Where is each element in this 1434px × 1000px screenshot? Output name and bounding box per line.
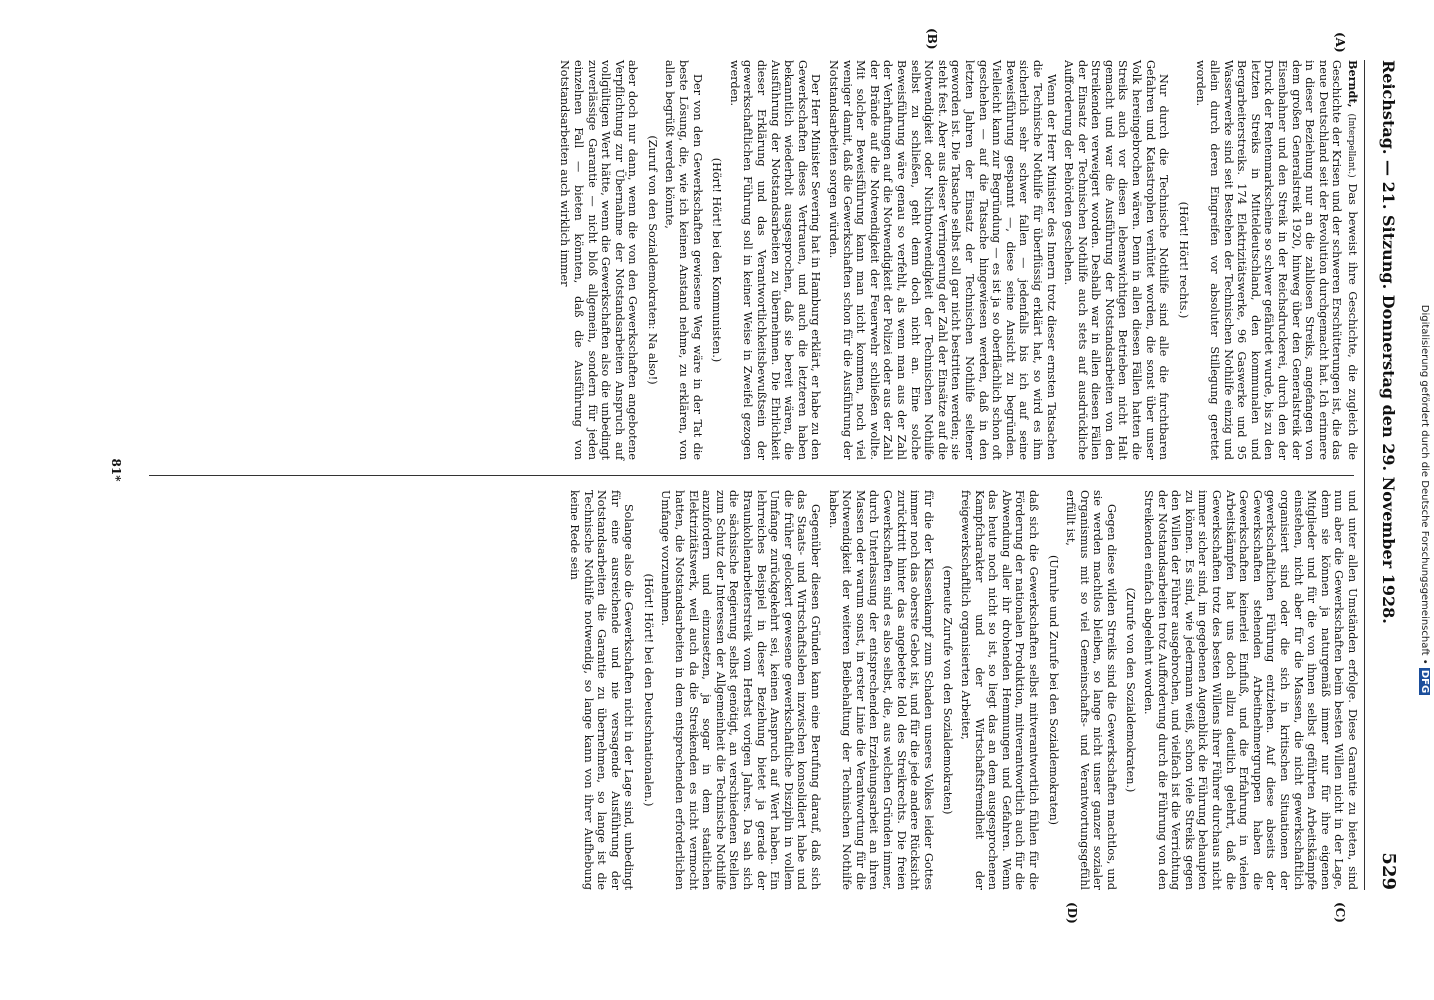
paragraph bbox=[727, 60, 822, 460]
scanned-page bbox=[89, 20, 1409, 924]
page-number: 529 bbox=[1378, 852, 1399, 890]
paragraph bbox=[1064, 490, 1118, 890]
paragraph bbox=[826, 60, 1057, 460]
paragraph bbox=[558, 60, 640, 460]
interjection bbox=[1176, 60, 1190, 460]
interjection bbox=[710, 60, 724, 460]
paragraph-text: Der von den Gewerkschaften gewiesene Weg wäre in der Tat die beste Lösung, die, wie ich keinen Anstand nehme, zu erklären, von allen begrüßt werden könnte, bbox=[663, 60, 704, 460]
interjection-text: (Hört! Hört! rechts.) bbox=[1176, 201, 1190, 319]
paragraph-text: für die der Klassenkampf zum Schaden unseres Volkes leider Gottes immer noch das oberste Gebot ist, und für die jede andere Rücksicht zurücktritt hinter das angebetete Idol des Streikrechts. Die freien Gewerkschaften sind es also selbst, die, aus welchen Gründen immer, durch Unterlassung der entsprechenden Erziehungsarbeit an ihren Massen oder warum sonst, in erster Linie die Verantwortung für die Notwendigkeit der weiteren Beibehaltung der Technischen Nothilfe haben. bbox=[826, 490, 935, 890]
paragraph bbox=[663, 60, 704, 460]
paragraph bbox=[659, 490, 822, 890]
paragraph-text: daß sich die Gewerkschaften selbst mitverantwortlich fühlen für die Förderung der nationalen Produktion, mitverantwortlich auch für die Abwendung aller ihr drohenden Hemmungen und Gefahren. Wenn das heute noch nicht so ist, so liegt das an dem ausgesprochenen Kampfcharakter und der Wirtschaftsfremdheit der freigewerkschaftlich organisierten Arbeiter, bbox=[958, 490, 1040, 890]
paragraph bbox=[567, 490, 635, 890]
paragraph-text: und unter allen Umständen erfolge. Diese Garantie zu bieten, sind nun aber die Gewerkschaften beim besten Willen nicht in der Lage, denn sie können ja naturgemäß immer nur für ihre eigenen Mitglieder und für die von ihnen selbst geführten Arbeitskämpfe einstehen, nicht aber für die Massen, die nicht gewerkschaftlich organisiert sind oder die sich in kritischen Situationen der gewerkschaftlichen Führung entziehen. Auf diese abseits der Gewerkschaften stehenden Arbeitnehmergruppen haben die Gewerkschaften keinerlei Einfluß, und die Erfahrung in vielen Arbeitskämpfen hat uns doch allzu deutlich gelehrt, daß die Gewerkschaften trotz des besten Willens ihrer Führer durchaus nicht immer sicher sind, im gegebenen Augenblick die Führung behaupten zu können. Es sind, wie jedermann weiß, schon viele Streiks gegen den Willen der Führer ausgebrochen, und vielfach ist die Verrichtung der Notstandsarbeiten trotz Aufforderung durch die Führung von den Streikenden einfach abgelehnt worden. bbox=[1142, 490, 1359, 890]
interjection-text: (Zurufe von den Sozialdemokraten.) bbox=[1124, 587, 1138, 793]
interjection-text: (Zuruf von den Sozialdemokraten: Na also!) bbox=[645, 135, 659, 385]
paragraph bbox=[1062, 60, 1171, 460]
running-head: Reichstag. — 21. Sitzung. Donnerstag den 29. November 1928. bbox=[1379, 60, 1398, 624]
running-header bbox=[1364, 60, 1399, 890]
margin-mark-a: (A) bbox=[1333, 32, 1347, 53]
column-divider bbox=[149, 475, 1354, 476]
paragraph-text: Nur durch die Technische Nothilfe sind alle die furchtbaren Gefahren und Katastrophen verhütet worden, die sonst über unser Volk hereingebrochen wären. Denn in allen diesen Fällen hatten die Streiks auch vor diesen lebenswichtigen Betrieben nicht Halt gemacht und war die Ausführung der Notstandsarbeiten von den Streikenden verweigert worden. Deshalb war in allen diesen Fällen der Einsatz der Technischen Nothilfe auch stets auf ausdrückliche Aufforderung der Behörden geschehen. bbox=[1062, 60, 1171, 460]
paragraph-text: Gegen diese wilden Streiks sind die Gewerkschaften machtlos, und sie werden machtlos bleiben, so lange nicht unser ganzer sozialer Organismus mit so viel Gemeinschafts- und Verantwortungsgefühl erfüllt ist, bbox=[1064, 490, 1118, 890]
margin-mark-d: (D) bbox=[1065, 902, 1079, 924]
interjection-text: (erneute Zurufe von den Sozialdemokraten) bbox=[941, 565, 955, 815]
speaker-paragraph: Berndt, (Interpellant.) Das beweist ihre Geschichte, die zugleich die Geschichte der Krisen und der schweren Erschütterungen ist, die das neue Deutschland seit der Revolution durchgemacht hat. Ich erinnere in dieser Beziehung nur an die zahllosen Streiks, angefangen von dem großen Generalstreik 1920, hinweg über den Generalstreik der Eisenbahner und den Streik in der Reichsdruckerei, durch den der Druck der Rentenmarkscheine so schwer gefährdet wurde, bis zu den letzten Streiks in Mitteldeutschland, den kommunalen und Bergarbeiterstreiks. 174 Elektrizitätswerke, 96 Gaswerke und 95 Wasserwerke sind seit Bestehen der Technischen Nothilfe einzig und allein durch deren Eingreifen vor absoluter Stillegung gerettet worden. bbox=[1194, 60, 1360, 461]
digitization-credit bbox=[1416, 10, 1432, 990]
paragraph-text: Das beweist ihre Geschichte, die zugleich die Geschichte der Krisen und der schweren Erschütterungen ist, die das neue Deutschland seit der Revolution durchgemacht hat. Ich erinnere in dieser Beziehung nur an die zahllosen Streiks, angefangen von dem großen Generalstreik 1920, hinweg über den Generalstreik der Eisenbahner und den Streik in der Reichsdruckerei, durch den der Druck der Rentenmarkscheine so schwer gefährdet wurde, bis zu den letzten Streiks in Mitteldeutschland, den kommunalen und Bergarbeiterstreiks. 174 Elektrizitätswerke, 96 Gaswerke und 95 Wasserwerke sind seit Bestehen der Technischen Nothilfe einzig und allein durch deren Eingreifen vor absoluter Stillegung gerettet worden. bbox=[1194, 60, 1359, 461]
paragraph-text: Wenn der Herr Minister des Innern trotz dieser ernsten Tatsachen die Technische Nothilfe für überflüssig erklärt hat, so wird es ihm sicherlich sehr schwer fallen — jedenfalls bis ich auf seine Beweisführung gespannt —, diese seine Ansicht zu begründen. Vielleicht kann zur Begründung — es ist ja so oberflächlich schon oft geschehen — auf die Tatsache hingewiesen werden, daß in den letzten Jahren der Einsatz der Technischen Nothilfe seltener geworden ist. Die Tatsache selbst soll gar nicht bestritten werden; sie steht fest. Aber aus dieser Verringerung der Zahl der Einsätze auf die Notwendigkeit oder Nichtnotwendigkeit der Technischen Nothilfe selbst zu schließen, geht denn doch nicht an. Eine solche Beweisführung wäre genau so verfehlt, als wenn man aus der Zahl der Verhaftungen auf die Notwendigkeit der Polizei oder aus der Zahl der Brände auf die Notwendigkeit der Feuerwehr schließen wollte. Mit solcher Beweisführung kann man nicht kommen, noch viel weniger damit, daß die Gewerkschaften schon für die Ausführung der Notstandsarbeiten sorgen würden. bbox=[827, 60, 1058, 460]
interjection-text: (Unruhe und Zurufe bei den Sozialdemokraten) bbox=[1046, 554, 1060, 826]
speaker-role: Interpellant. bbox=[1346, 116, 1356, 175]
margin-mark-c: (C) bbox=[1333, 902, 1347, 923]
speaker-name: Berndt, bbox=[1346, 60, 1360, 108]
text-column-left bbox=[129, 60, 1359, 460]
interjection-text: (Hört! Hört! bei den Deutschnationalen.) bbox=[641, 573, 655, 807]
interjection bbox=[641, 490, 655, 890]
interjection bbox=[1046, 490, 1060, 890]
paragraph-text: Der Herr Minister Severing hat in Hamburg erklärt, er habe zu den Gewerkschaften dieses Vertrauen, und auch die letzteren haben bekanntlich wiederholt ausgesprochen, daß sie bereit wären, die Ausführung der Notstandsarbeiten zu übernehmen. Die Ehrlichkeit dieser Erklärung und das Verantwortlichkeitsbewußtsein der gewerkschaftlichen Führung soll in keiner Weise in Zweifel gezogen werden. bbox=[727, 60, 823, 460]
paragraph-text: aber doch nur dann, wenn die von den Gewerkschaften angebotene Verpflichtung zur Übernahme der Notstandsarbeiten Anspruch auf vollgültigen Wert hätte, wenn die Gewerkschaften also die unbedingt zuverlässige Garantie — nicht bloß allgemein, sondern für jeden einzelnen Fall — bieten könnten, daß die Ausführung von Notstandsarbeiten auch wirklich immer bbox=[558, 60, 640, 460]
interjection bbox=[645, 60, 659, 460]
paragraph bbox=[1142, 490, 1360, 890]
signature-mark: 81* bbox=[109, 458, 123, 482]
margin-mark-b: (B) bbox=[925, 28, 939, 50]
credit-text: Digitalisierung gefördert durch die Deutsche Forschungsgemeinschaft • bbox=[1419, 304, 1430, 665]
paragraph-text: Gegenüber diesen Gründen kann eine Berufung darauf, daß sich das Staats- und Wirtschaftsleben inzwischen konsolidiert habe und die früher gelockert gewesene gewerkschaftliche Disziplin in vollem Umfange zurückgekehrt sei, keinen Anspruch auf Wert haben. Ein lehrreiches Beispiel in dieser Beziehung bietet ja gerade der Braunkohlenarbeiterstreik vom Herbst vorigen Jahres. Da sah sich die sächsische Regierung selbst genötigt, an verschiedenen Stellen zum Schutz der Interessen der Allgemeinheit die Technische Nothilfe anzufordern und einzusetzen, ja sogar in dem staatlichen Elektrizitätswerk, weil auch da die Streikenden es nicht vermocht hatten, die Notstandsarbeiten in dem entsprechenden erforderlichen Umfange vorzunehmen. bbox=[659, 490, 823, 890]
paragraph bbox=[826, 490, 935, 890]
interjection bbox=[1124, 490, 1138, 890]
dfg-logo: DFG bbox=[1419, 669, 1430, 694]
interjection bbox=[941, 490, 955, 890]
paragraph bbox=[958, 490, 1040, 890]
text-column-right bbox=[129, 490, 1359, 890]
paragraph-text: Solange also die Gewerkschaften nicht in der Lage sind, unbedingt für eine ausreichende und nie versagende Ausführung der Notstandsarbeiten die Garantie zu übernehmen, so lange ist die Technische Nothilfe notwendig, so lange kann von ihrer Aufhebung keine Rede sein bbox=[567, 490, 636, 890]
interjection-text: (Hört! Hört! bei den Kommunisten.) bbox=[710, 157, 724, 363]
